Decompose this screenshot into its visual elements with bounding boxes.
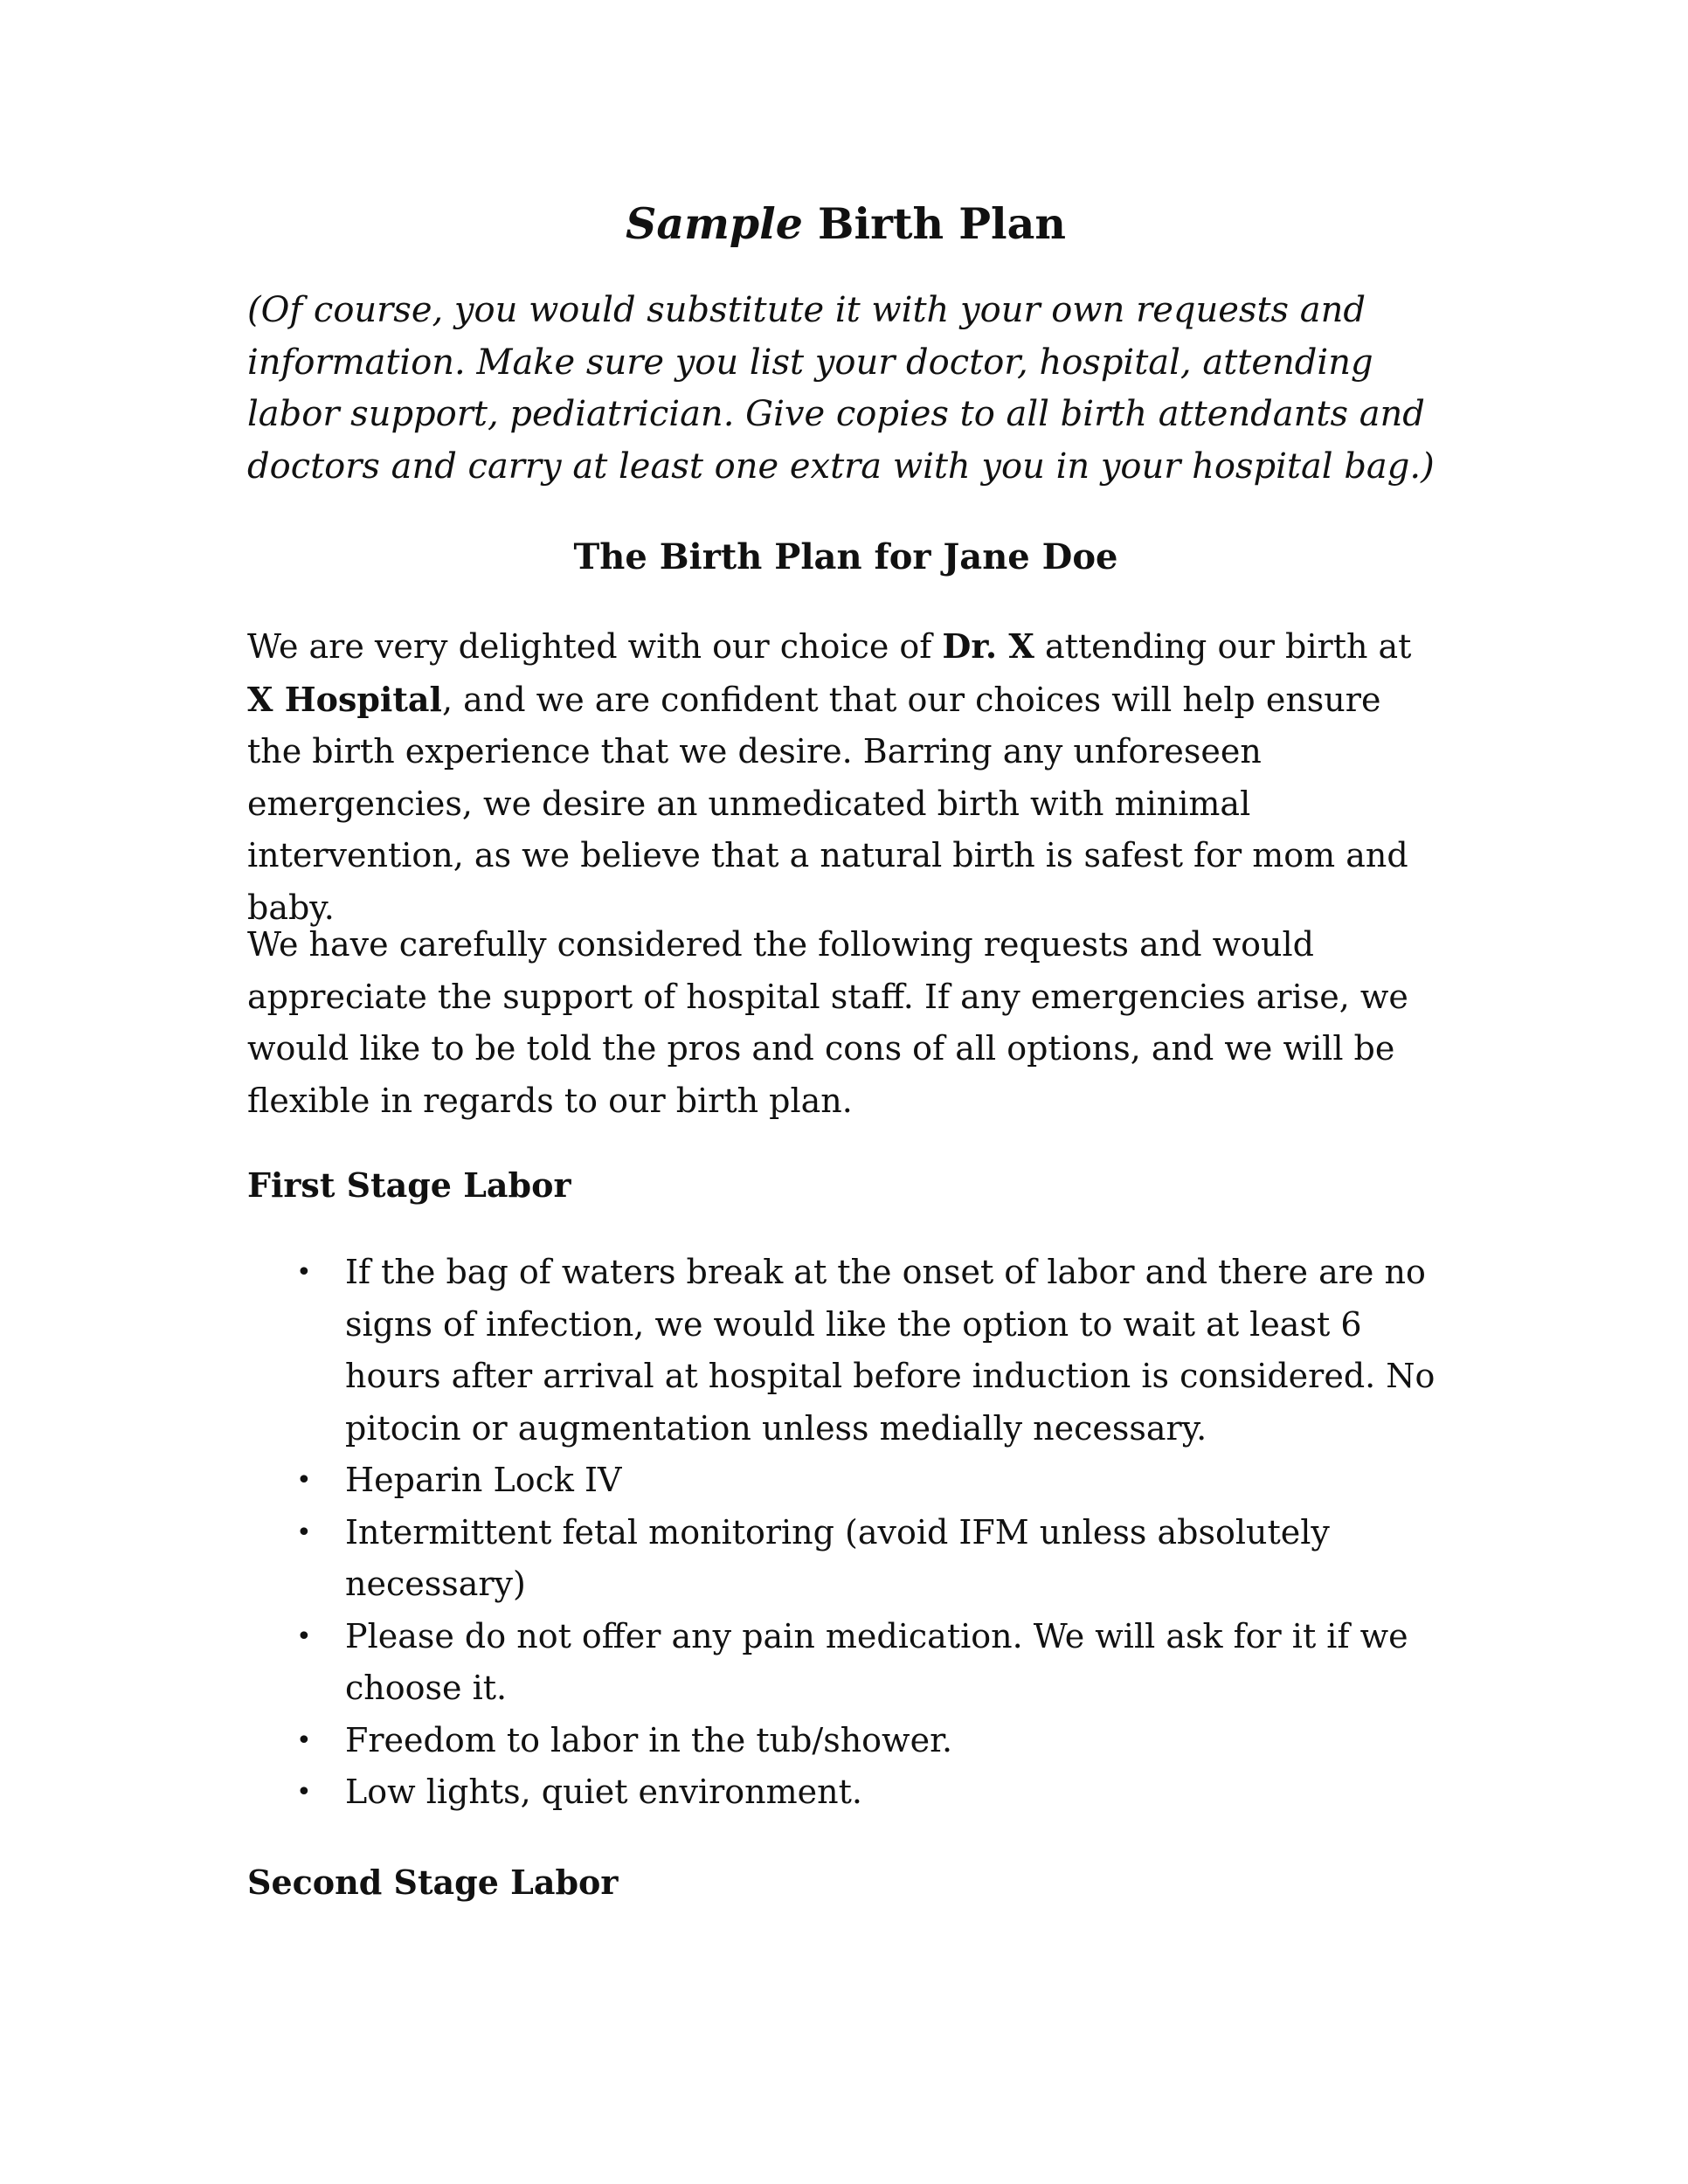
- intro-text-part2: attending our birth at: [1034, 627, 1412, 666]
- list-item-text: Intermittent fetal monitoring (avoid IFM unless absolutely necessary): [345, 1512, 1330, 1603]
- list-item-text: Low lights, quiet environment.: [345, 1773, 862, 1811]
- intro-note: (Of course, you would substitute it with your own requests and information. Make sure you list your doctor, hospital, attending labor support, pediatrician. Give copies to all birth attendants and doctors and carry at least one extra with you in your hospital bag.): [247, 290, 1435, 487]
- bullet-icon: •: [296, 1621, 312, 1652]
- bullet-icon: •: [296, 1465, 312, 1496]
- list-item: [247, 1507, 1444, 1611]
- list-item: [247, 1715, 1444, 1767]
- requests-paragraph: We have carefully considered the following requests and would appreciate the support of hospital staff. If any emergencies arise, we would like to be told the pros and cons of all options, and we will be flexible in regards to our birth plan.: [247, 925, 1408, 1120]
- list-item-text: Please do not offer any pain medication. We will ask for it if we choose it.: [345, 1616, 1408, 1707]
- doctor-name: Dr. X: [942, 626, 1034, 666]
- title-italic-word: Sample: [625, 198, 803, 249]
- list-item-text: Heparin Lock IV: [345, 1461, 622, 1499]
- bullet-icon: •: [296, 1517, 312, 1548]
- hospital-name: X Hospital: [247, 679, 442, 719]
- bullet-icon: •: [296, 1724, 312, 1756]
- list-item: [247, 1455, 1444, 1507]
- bullet-icon: •: [296, 1777, 312, 1807]
- first-stage-list: [247, 1247, 1444, 1819]
- intro-paragraph: [247, 620, 1444, 934]
- intro-text-part1: We are very delighted with our choice of: [247, 627, 943, 666]
- title-rest: Birth Plan: [802, 198, 1067, 249]
- second-stage-heading: Second Stage Labor: [247, 1863, 619, 1902]
- list-item-text: Freedom to labor in the tub/shower.: [345, 1720, 953, 1759]
- list-item-text: If the bag of waters break at the onset of labor and there are no signs of infection, we would like the option to wait at least 6 hours after arrival at hospital before induction is considered. No pitocin or augmentation unless medially necessary.: [345, 1253, 1435, 1448]
- bullet-icon: •: [296, 1257, 312, 1288]
- document-title: [247, 196, 1444, 252]
- intro-text-part3: , and we are confident that our choices will help ensure the birth experience that we desire. Barring any unforeseen emergencies, we desire an unmedicated birth with minimal intervention, as we believe that a natural birth is safest for mom and baby.: [247, 680, 1408, 927]
- plan-subtitle: The Birth Plan for Jane Doe: [573, 536, 1118, 577]
- list-item: [247, 1247, 1444, 1455]
- list-item: [247, 1766, 1444, 1819]
- list-item: [247, 1611, 1444, 1715]
- first-stage-heading: First Stage Labor: [247, 1165, 571, 1205]
